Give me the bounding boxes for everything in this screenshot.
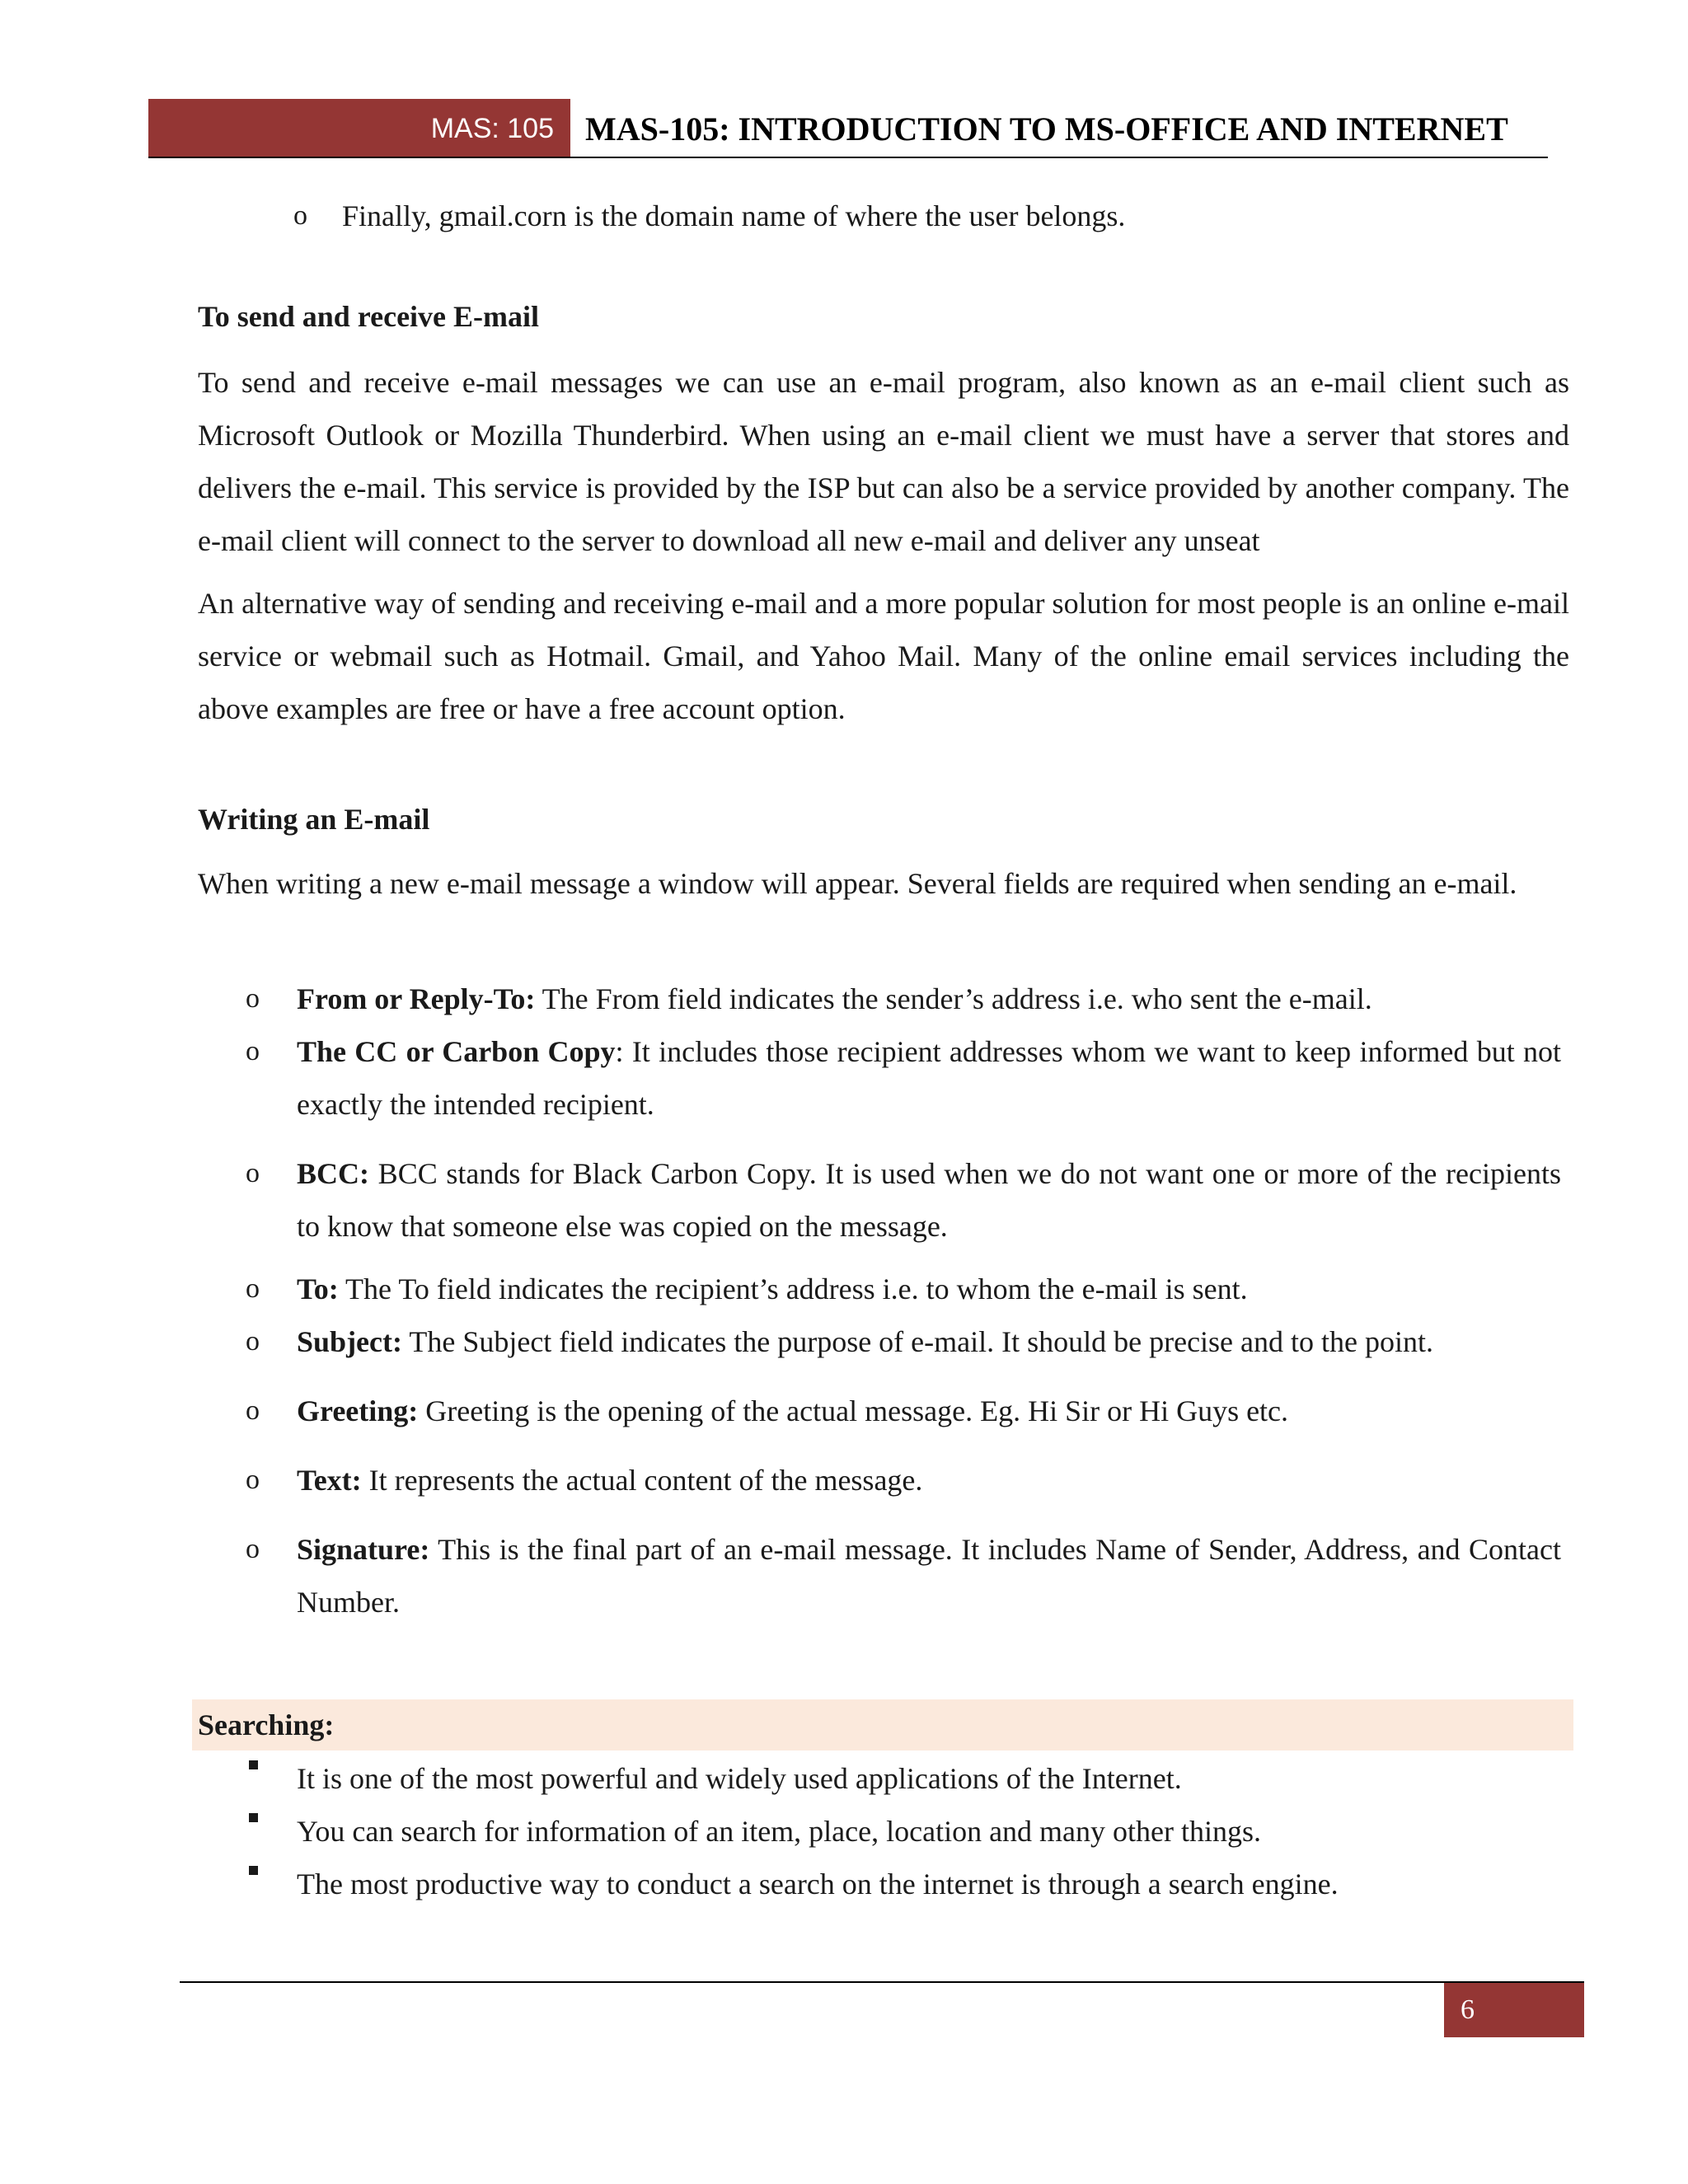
list-item-to [297, 1263, 1561, 1315]
list-item-text: It represents the actual content of the message. [361, 1464, 923, 1497]
paragraph-write-intro: When writing a new e-mail message a window will appear. Several fields are required when sending an e-mail. [198, 867, 1517, 900]
list-item-term: From or Reply-To: [297, 982, 536, 1015]
square-bullet-icon [249, 1866, 258, 1875]
section-heading-search: Searching: [198, 1708, 335, 1741]
list-item-text: The Subject field indicates the purpose of e-mail. It should be precise and to the point. [402, 1325, 1433, 1358]
header-rule [148, 157, 1548, 158]
list-item-text-field [297, 1454, 1561, 1507]
search-bullet-item: The most productive way to conduct a search on the internet is through a search engine. [297, 1868, 1339, 1900]
searching-heading-highlight [192, 1699, 1573, 1750]
list-marker: o [246, 1036, 260, 1066]
list-item-from [297, 972, 1561, 1025]
list-item-subject [297, 1315, 1561, 1368]
paragraph-send-2: An alternative way of sending and receiving e-mail and a more popular solution for most people is an online e-mail service or webmail such as Hotmail. Gmail, and Yahoo Mail. Many of the online email services including the above examples are free or have a free account option. [198, 587, 1569, 725]
header-course-code [148, 99, 570, 158]
list-item-term: Text: [297, 1464, 362, 1497]
list-item-term: Greeting: [297, 1394, 419, 1427]
search-bullet-item: You can search for information of an item, place, location and many other things. [297, 1815, 1262, 1848]
paragraph-send-1: To send and receive e-mail messages we can use an e-mail program, also known as an e-mail client such as Microsoft Outlook or Mozilla Thunderbird. When using an e-mail client we must have a server that stores and delivers the e-mail. This service is provided by the ISP but can also be a service provided by another company. The e-mail client will connect to the server to download all new e-mail and deliver any unseat [198, 366, 1569, 557]
top-list-item: Finally, gmail.corn is the domain name of where the user belongs. [342, 199, 1126, 232]
list-item-greeting [297, 1385, 1561, 1437]
page-number-box [1444, 1983, 1584, 2037]
list-item-text: BCC stands for Black Carbon Copy. It is used when we do not want one or more of the recipients to know that someone else was copied on the message. [297, 1157, 1561, 1243]
list-item-cc [297, 1025, 1561, 1131]
search-bullet-item: It is one of the most powerful and widely used applications of the Internet. [297, 1762, 1182, 1795]
list-marker: o [246, 1326, 260, 1357]
section-heading-send: To send and receive E-mail [198, 300, 540, 333]
list-item-text: : It includes those recipient addresses whom we want to keep informed but not exactly the intended recipient. [297, 1035, 1561, 1121]
list-item-text: The From field indicates the sender’s address i.e. who sent the e-mail. [535, 982, 1372, 1015]
list-item-signature [297, 1523, 1561, 1629]
list-marker: o [246, 1273, 260, 1304]
list-item-term: Signature: [297, 1533, 430, 1566]
list-item-text: Greeting is the opening of the actual message. Eg. Hi Sir or Hi Guys etc. [418, 1394, 1289, 1427]
list-item-term: BCC: [297, 1157, 369, 1190]
square-bullet-icon [249, 1760, 258, 1769]
list-item-text: This is the final part of an e-mail message. It includes Name of Sender, Address, and Contact Number. [297, 1533, 1561, 1619]
list-item-bcc [297, 1147, 1561, 1253]
list-item-term: To: [297, 1272, 339, 1305]
list-marker: o [293, 200, 307, 231]
list-item-term: Subject: [297, 1325, 402, 1358]
list-item-term: The CC or Carbon Copy [297, 1035, 616, 1068]
square-bullet-icon [249, 1813, 258, 1822]
header-title: MAS-105: INTRODUCTION TO MS-OFFICE AND INTERNET [585, 110, 1508, 148]
course-code-text: MAS: 105 [430, 112, 554, 144]
list-marker: o [246, 983, 260, 1014]
list-marker: o [246, 1534, 260, 1564]
footer-rule [180, 1981, 1584, 1983]
list-marker: o [246, 1465, 260, 1495]
list-marker: o [246, 1395, 260, 1426]
list-marker: o [246, 1158, 260, 1188]
section-heading-write: Writing an E-mail [198, 803, 430, 836]
page-number: 6 [1461, 1994, 1475, 2025]
list-item-text: The To field indicates the recipient’s address i.e. to whom the e-mail is sent. [338, 1272, 1248, 1305]
